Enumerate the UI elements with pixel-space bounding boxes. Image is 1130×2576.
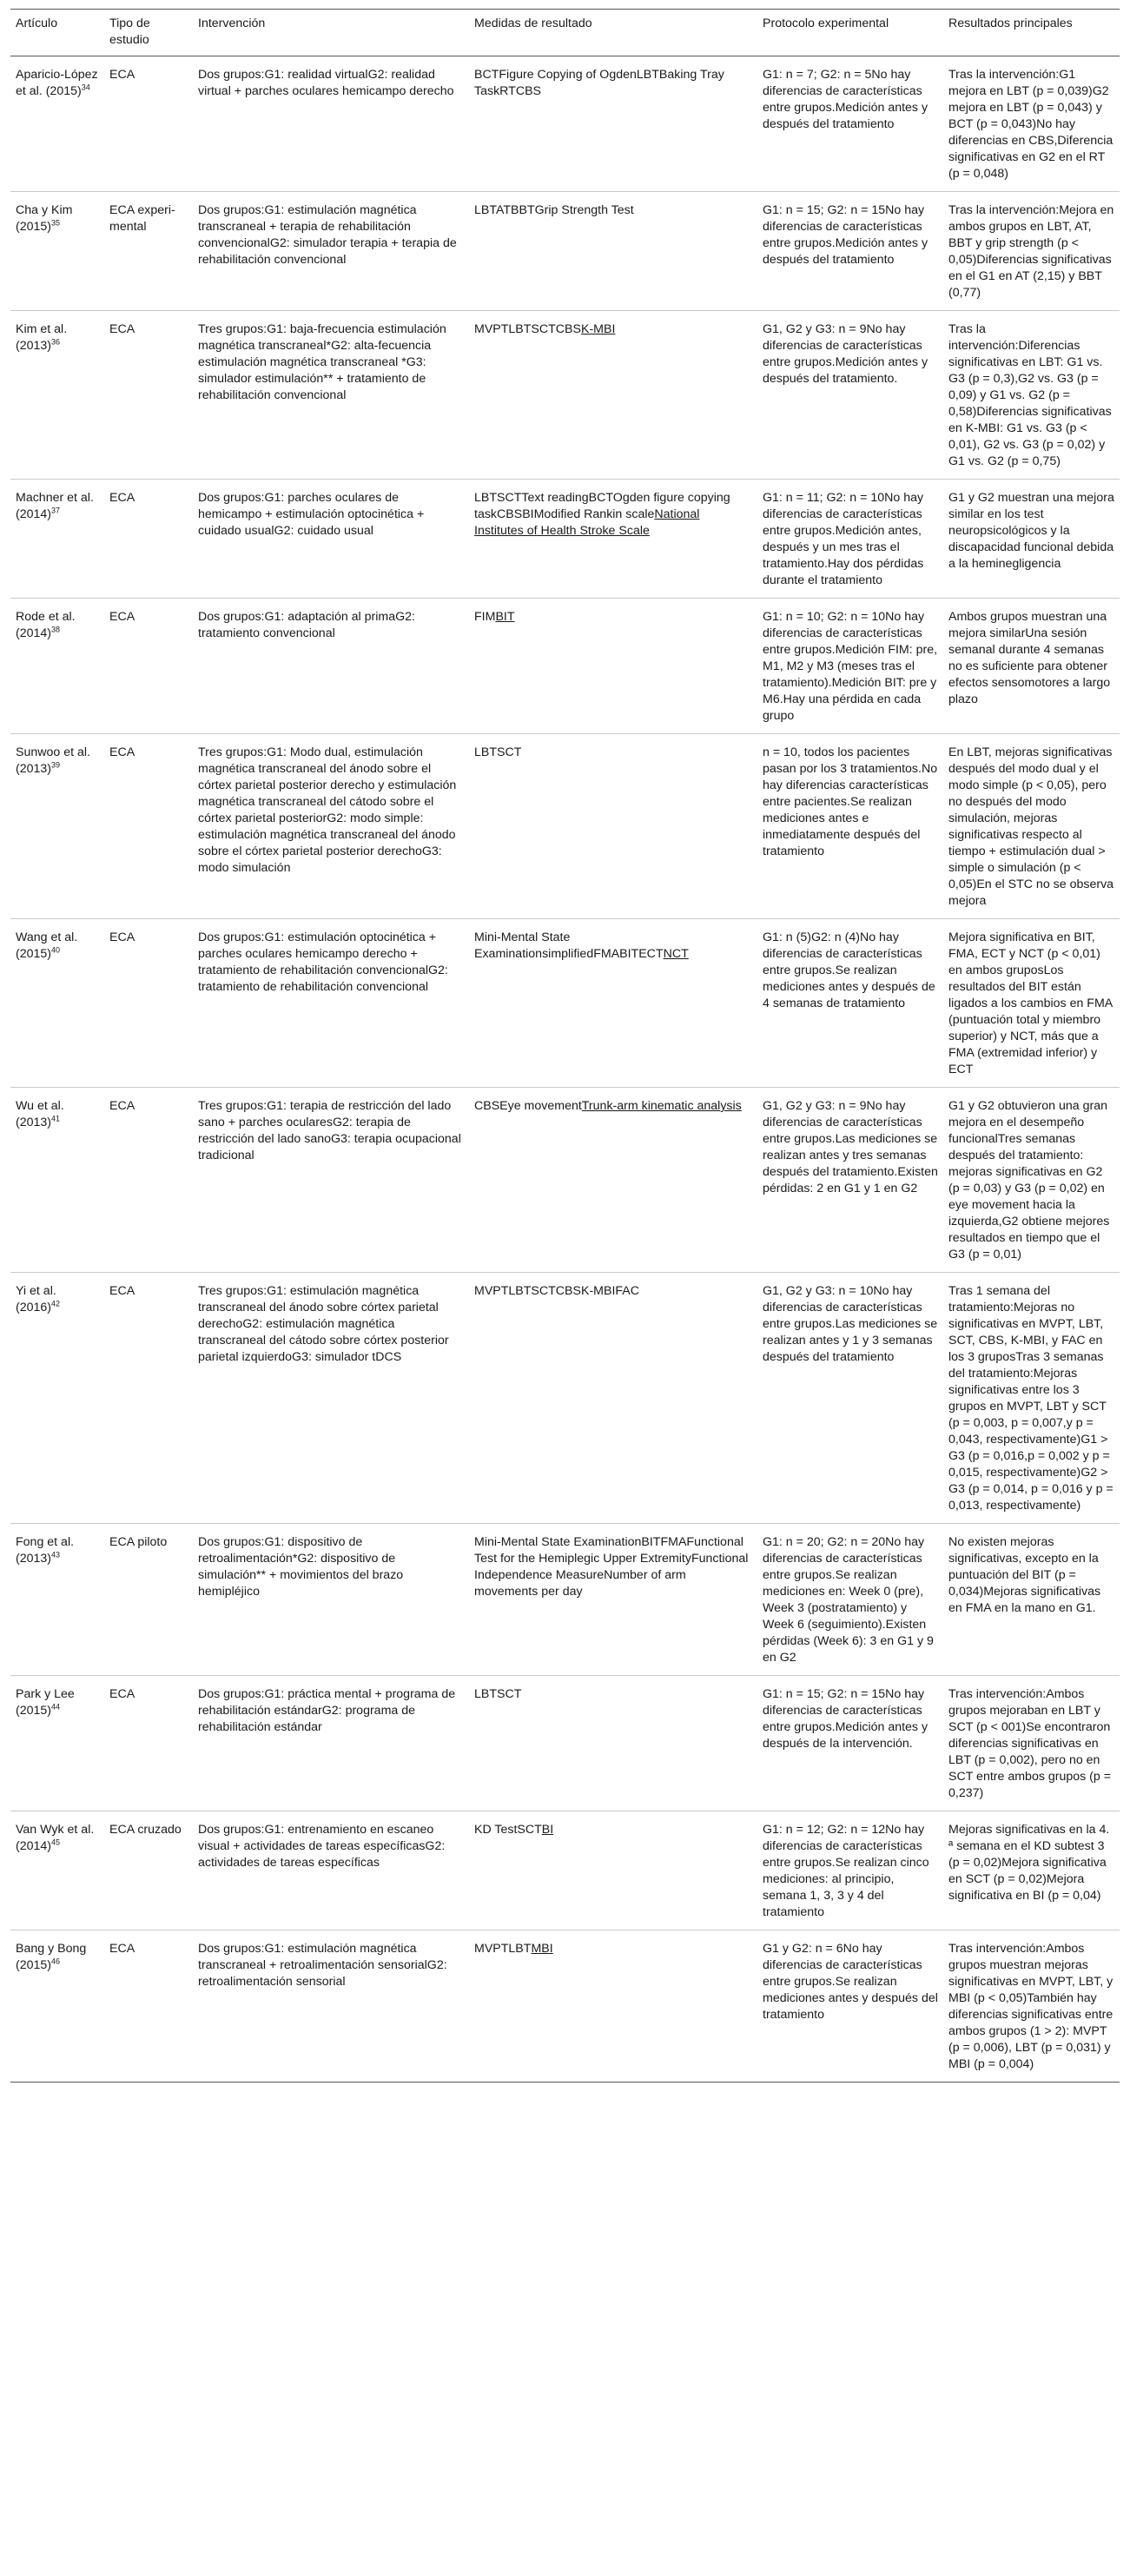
measures-text: LBTATBBTGrip Strength Test — [474, 203, 634, 217]
article-name: Kim et al. (2013) — [16, 322, 68, 353]
table-header — [10, 10, 1120, 56]
article-name: Yi et al. (2016) — [16, 1284, 56, 1314]
intervention-cell: Dos grupos:G1: parches oculares de hemicampo + estimulación optocinética + cuidado usualG2: cuidado usual — [193, 480, 469, 599]
article-cell — [10, 1811, 104, 1930]
article-name: Cha y Kim (2015) — [16, 203, 73, 234]
study-type-cell: ECA — [104, 1676, 193, 1811]
article-cell — [10, 1676, 104, 1811]
measures-link-text: National Institutes of Health Stroke Scale — [474, 507, 700, 538]
measures-text: Mini-Mental State ExaminationBITFMAFunctional Test for the Hemiplegic Upper ExtremityFunctional Independence MeasureNumber of arm movements per day — [474, 1535, 749, 1599]
article-name: Park y Lee (2015) — [16, 1687, 75, 1718]
measures-link-text: BI — [541, 1823, 554, 1837]
article-cell — [10, 1930, 104, 2083]
table-row — [10, 599, 1120, 734]
study-type-cell: ECA — [104, 919, 193, 1088]
header-article: Artículo — [10, 10, 104, 56]
measures-text: MVPTLBT — [474, 1942, 532, 1956]
table-row — [10, 919, 1120, 1088]
reference-number: 36 — [51, 337, 61, 347]
protocol-cell: G1: n = 7; G2: n = 5No hay diferencias de características entre grupos.Medición antes y después del tratamiento — [757, 56, 943, 192]
table-row — [10, 480, 1120, 599]
protocol-cell: G1: n = 15; G2: n = 15No hay diferencias de características entre grupos.Medición antes y después del tratamiento — [757, 192, 943, 311]
study-type-cell: ECA — [104, 599, 193, 734]
intervention-cell: Dos grupos:G1: dispositivo de retroalimentación*G2: dispositivo de simulación** + movimientos del brazo hemipléjico — [193, 1524, 469, 1676]
article-name: Rode et al. (2014) — [16, 610, 76, 640]
protocol-cell: G1: n = 11; G2: n = 10No hay diferencias de características entre grupos.Medición antes, después y un mes tras el tratamiento.Hay dos pérdidas durante el tratamiento — [757, 480, 943, 599]
table-row — [10, 1811, 1120, 1930]
header-row — [10, 10, 1120, 56]
protocol-cell: G1: n = 15; G2: n = 15No hay diferencias de características entre grupos.Medición antes y después de la intervención. — [757, 1676, 943, 1811]
reference-number: 39 — [51, 760, 61, 770]
results-cell: Ambos grupos muestran una mejora similarUna sesión semanal durante 4 semanas no es suficiente para obtener efectos sensomotores a largo plazo — [943, 599, 1120, 734]
article-name: Bang y Bong (2015) — [16, 1942, 87, 1972]
study-type-cell: ECA — [104, 311, 193, 480]
protocol-cell: G1: n = 12; G2: n = 12No hay diferencias de características entre grupos.Se realizan cinco mediciones: al principio, semana 1, 3, 3 y 4 del tratamiento — [757, 1811, 943, 1930]
measures-link-text: K-MBI — [580, 322, 616, 336]
intervention-cell: Tres grupos:G1: terapia de restricción del lado sano + parches ocularesG2: terapia de restricción del lado sanoG3: terapia ocupacional tradicional — [193, 1088, 469, 1273]
protocol-cell: G1: n = 20; G2: n = 20No hay diferencias de características entre grupos.Se realizan mediciones en: Week 0 (pre), Week 3 (postratamiento) y Week 6 (seguimiento).Existen pérdidas (Week 6): 3 en G1 y 9 en G2 — [757, 1524, 943, 1676]
measures-text: LBTSCT — [474, 745, 522, 759]
measures-cell — [469, 734, 757, 919]
protocol-cell: G1, G2 y G3: n = 9No hay diferencias de características entre grupos.Las mediciones se realizan antes y tres semanas después del tratamiento.Existen pérdidas: 2 en G1 y 1 en G2 — [757, 1088, 943, 1273]
reference-number: 46 — [51, 1957, 61, 1966]
article-name: Aparicio-López et al. (2015) — [16, 68, 98, 98]
results-cell: Tras intervención:Ambos grupos mejoraban en LBT y SCT (p < 001)Se encontraron diferencias significativas en LBT (p = 0,002), pero no en SCT entre ambos grupos (p = 0,237) — [943, 1676, 1120, 1811]
article-cell — [10, 734, 104, 919]
protocol-cell: G1: n = 10; G2: n = 10No hay diferencias de características entre grupos.Medición FIM: pre, M1, M2 y M3 (meses tras el tratamiento).Medición BIT: pre y M6.Hay una pérdida en cada grupo — [757, 599, 943, 734]
protocol-cell: G1: n (5)G2: n (4)No hay diferencias de características entre grupos.Se realizan mediciones antes y después de 4 semanas de tratamiento — [757, 919, 943, 1088]
measures-cell — [469, 1524, 757, 1676]
table-row — [10, 1524, 1120, 1676]
measures-text: LBTSCT — [474, 1687, 522, 1701]
article-name: Van Wyk et al. (2014) — [16, 1823, 95, 1853]
table-body — [10, 56, 1120, 2083]
intervention-cell: Tres grupos:G1: baja-frecuencia estimulación magnética transcraneal*G2: alta-fecuencia estimulación magnética transcraneal *G3: simulador estimulación** + tratamiento de rehabilitación convencional — [193, 311, 469, 480]
measures-link-text: NCT — [663, 947, 689, 961]
intervention-cell: Dos grupos:G1: adaptación al primaG2: tratamiento convencional — [193, 599, 469, 734]
measures-cell — [469, 599, 757, 734]
results-cell: Tras intervención:Ambos grupos muestran mejoras significativas en MVPT, LBT, y MBI (p < 0,05)También hay diferencias significativas entre ambos grupos (1 > 2): MVPT (p = 0,006), LBT (p = 0,031) y MBI (p = 0,004) — [943, 1930, 1120, 2083]
measures-link-text: BIT — [495, 610, 515, 624]
header-outcome-measures: Medidas de resultado — [469, 10, 757, 56]
measures-link-text: Trunk-arm kinematic analysis — [581, 1099, 742, 1113]
reference-number: 34 — [81, 83, 90, 92]
article-cell — [10, 1524, 104, 1676]
header-intervention: Intervención — [193, 10, 469, 56]
intervention-cell: Dos grupos:G1: estimulación optocinética + parches oculares hemicampo derecho + tratamiento de rehabilitación convencionalG2: tratamiento de rehabilitación convencional — [193, 919, 469, 1088]
reference-number: 35 — [51, 218, 61, 228]
measures-cell — [469, 1676, 757, 1811]
article-cell — [10, 56, 104, 192]
intervention-cell: Tres grupos:G1: estimulación magnética transcraneal del ánodo sobre córtex parietal derechoG2: estimulación magnética transcraneal del cátodo sobre córtex posterior parietal izquierdoG3: simulador tDCS — [193, 1273, 469, 1524]
results-cell: Tras la intervención:Diferencias significativas en LBT: G1 vs. G3 (p = 0,3),G2 vs. G3 (p = 0,09) y G1 vs. G2 (p = 0,58)Diferencias significativas en K-MBI: G1 vs. G3 (p < 0,01), G2 vs. G3 (p = 0,02) y G1 vs. G2 (p = 0,75) — [943, 311, 1120, 480]
header-study-type: Tipo de estudio — [104, 10, 193, 56]
intervention-cell: Dos grupos:G1: realidad virtualG2: realidad virtual + parches oculares hemicampo derecho — [193, 56, 469, 192]
measures-cell — [469, 192, 757, 311]
table-row — [10, 734, 1120, 919]
reference-number: 38 — [51, 625, 61, 634]
measures-text: MVPTLBTSCTCBSK-MBIFAC — [474, 1284, 639, 1298]
article-name: Sunwoo et al. (2013) — [16, 745, 90, 776]
article-cell — [10, 1088, 104, 1273]
results-cell: G1 y G2 obtuvieron una gran mejora en el desempeño funcionalTres semanas después del tratamiento: mejoras significativas en G2 (p = 0,03) y G3 (p = 0,02) en eye movement hacia la izquierda,G2 obtiene mejores resultados en tiempo que el G3 (p = 0,01) — [943, 1088, 1120, 1273]
measures-text: MVPTLBTSCTCBS — [474, 322, 581, 336]
measures-cell — [469, 1273, 757, 1524]
results-cell: Mejoras significativas en la 4. ª semana en el KD subtest 3 (p = 0,02)Mejora significativa en SCT (p = 0,02)Mejora significativa en BI (p = 0,04) — [943, 1811, 1120, 1930]
results-cell: Tras 1 semana del tratamiento:Mejoras no significativas en MVPT, LBT, SCT, CBS, K-MBI, y FAC en los 3 gruposTras 3 semanas del tratamiento:Mejoras significativas entre los 3 grupos en MVPT, LBT y SCT (p = 0,003, p = 0,007,y p = 0,043, respectivamente)G1 > G3 (p = 0,016,p = 0,002 y p = 0,015, respectivamente)G2 > G3 (p = 0,014, p = 0,016 y p = 0,013, respectivamente) — [943, 1273, 1120, 1524]
results-cell: En LBT, mejoras significativas después del modo dual y el modo simple (p < 0,05), pero no después del modo simulación, mejoras significativas respecto al tiempo + estimulación dual > simple o simulación (p < 0,05)En el STC no se observa mejora — [943, 734, 1120, 919]
intervention-cell: Dos grupos:G1: estimulación magnética transcraneal + retroalimentación sensorialG2: retroalimentación sensorial — [193, 1930, 469, 2083]
header-protocol: Protocolo experimental — [757, 10, 943, 56]
protocol-cell: G1 y G2: n = 6No hay diferencias de características entre grupos.Se realizan mediciones antes y después del tratamiento — [757, 1930, 943, 2083]
protocol-cell: G1, G2 y G3: n = 10No hay diferencias de características entre grupos.Las mediciones se realizan antes y 1 y 3 semanas después del tratamiento — [757, 1273, 943, 1524]
results-cell: Tras la intervención:G1 mejora en LBT (p = 0,039)G2 mejora en LBT (p = 0,043) y BCT (p = 0,043)No hay diferencias en CBS,Diferencia significativas en G2 en el RT (p = 0,048) — [943, 56, 1120, 192]
table-row — [10, 1676, 1120, 1811]
protocol-cell: n = 10, todos los pacientes pasan por los 3 tratamientos.No hay diferencias características entre pacientes.Se realizan mediciones antes e inmediatamente después del tratamiento — [757, 734, 943, 919]
table-row — [10, 1273, 1120, 1524]
table-row — [10, 311, 1120, 480]
protocol-cell: G1, G2 y G3: n = 9No hay diferencias de características entre grupos.Medición antes y después del tratamiento. — [757, 311, 943, 480]
measures-text: Mini-Mental State ExaminationsimplifiedFMABITECT — [474, 930, 664, 961]
measures-cell — [469, 919, 757, 1088]
measures-cell — [469, 311, 757, 480]
results-cell: No existen mejoras significativas, excepto en la puntuación del BIT (p = 0,034)Mejoras significativas en FMA en la mano en G1. — [943, 1524, 1120, 1676]
reference-number: 42 — [51, 1299, 61, 1308]
reference-number: 37 — [51, 506, 61, 515]
study-type-cell: ECA piloto — [104, 1524, 193, 1676]
intervention-cell: Tres grupos:G1: Modo dual, estimulación magnética transcraneal del ánodo sobre el córtex parietal posterior derecho y estimulación magnética transcraneal del cátodo sobre el córtex parietal posteriorG2: modo simple: estimulación magnética transcraneal del ánodo sobre el córtex parietal posterior derechoG3: modo simulación — [193, 734, 469, 919]
header-main-results: Resultados principales — [943, 10, 1120, 56]
reference-number: 43 — [51, 1550, 61, 1560]
measures-text: LBTSCTText readingBCTOgden figure copying taskCBSBIModified Rankin scale — [474, 491, 730, 521]
article-cell — [10, 192, 104, 311]
measures-cell — [469, 480, 757, 599]
table-row — [10, 1088, 1120, 1273]
article-name: Wang et al. (2015) — [16, 930, 78, 961]
table-row — [10, 192, 1120, 311]
article-cell — [10, 599, 104, 734]
article-cell — [10, 480, 104, 599]
article-name: Fong et al. (2013) — [16, 1535, 75, 1566]
study-type-cell: ECA — [104, 734, 193, 919]
measures-cell — [469, 1930, 757, 2083]
intervention-cell: Dos grupos:G1: entrenamiento en escaneo visual + actividades de tareas específicasG2: actividades de tareas específicas — [193, 1811, 469, 1930]
measures-cell — [469, 56, 757, 192]
intervention-cell: Dos grupos:G1: práctica mental + programa de rehabilitación estándarG2: programa de rehabilitación estándar — [193, 1676, 469, 1811]
measures-text: CBSEye movement — [474, 1099, 582, 1113]
reference-number: 44 — [51, 1702, 61, 1712]
table-row — [10, 1930, 1120, 2083]
article-cell — [10, 919, 104, 1088]
study-type-cell: ECA — [104, 1930, 193, 2083]
results-cell: Tras la intervención:Mejora en ambos grupos en LBT, AT, BBT y grip strength (p < 0,05)Diferencias significativas en el G1 en AT (2,15) y BBT (0,77) — [943, 192, 1120, 311]
article-cell — [10, 1273, 104, 1524]
results-table — [10, 9, 1120, 2083]
study-type-cell: ECA experi-mental — [104, 192, 193, 311]
article-name: Machner et al. (2014) — [16, 491, 94, 521]
measures-link-text: MBI — [531, 1942, 553, 1956]
table-row — [10, 56, 1120, 192]
intervention-cell: Dos grupos:G1: estimulación magnética transcraneal + terapia de rehabilitación convencionalG2: simulador terapia + terapia de rehabilitación convencional — [193, 192, 469, 311]
study-type-cell: ECA cruzado — [104, 1811, 193, 1930]
measures-text: KD TestSCT — [474, 1823, 542, 1837]
article-cell — [10, 311, 104, 480]
study-type-cell: ECA — [104, 480, 193, 599]
study-type-cell: ECA — [104, 1273, 193, 1524]
results-cell: G1 y G2 muestran una mejora similar en los test neuropsicológicos y la discapacidad funcional debida a la heminegligencia — [943, 480, 1120, 599]
study-type-cell: ECA — [104, 1088, 193, 1273]
article-name: Wu et al. (2013) — [16, 1099, 64, 1129]
measures-text: BCTFigure Copying of OgdenLBTBaking Tray TaskRTCBS — [474, 68, 724, 98]
reference-number: 45 — [51, 1838, 61, 1847]
reference-number: 41 — [51, 1114, 61, 1123]
measures-cell — [469, 1088, 757, 1273]
results-cell: Mejora significativa en BIT, FMA, ECT y NCT (p < 0,01) en ambos gruposLos resultados del BIT están ligados a los cambios en FMA (puntuación total y miembro superior) y NCT, más que a FMA (extremidad inferior) y ECT — [943, 919, 1120, 1088]
measures-cell — [469, 1811, 757, 1930]
reference-number: 40 — [51, 945, 61, 955]
measures-text: FIM — [474, 610, 496, 624]
study-type-cell: ECA — [104, 56, 193, 192]
